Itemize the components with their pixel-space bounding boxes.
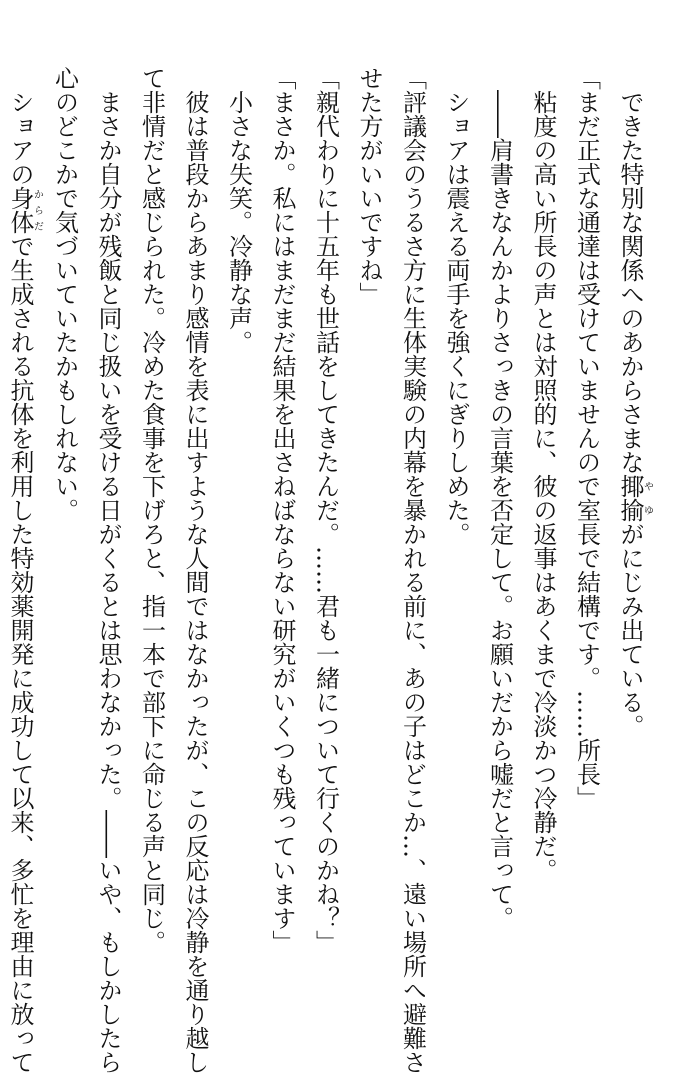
text-line: 「評議会のうるさ方に生体実験の内幕を暴かれる前に、あの子はどこか…、遠い場所へ避難さ: [398, 66, 427, 1074]
text-line: ショアは震える両手を強くにぎりしめた。: [442, 90, 470, 546]
ruby-reading: からだ: [31, 186, 43, 234]
text-line: て非情だと感じられた。冷めた食事を下げろと、指一本で部下に命じる声と同じ。: [137, 66, 166, 954]
text-line: 彼は普段からあまり感情を表に出すような人間ではなかったが、この反応は冷静を通り越し: [181, 90, 209, 1074]
ruby-reading: やゆ: [641, 474, 653, 522]
text-line: 小さな失笑。冷静な声。: [224, 90, 253, 354]
text-segment: できた特別な関係へのあからさまな: [616, 90, 644, 474]
text-line: まさか自分が残飯と同じ扱いを受ける日がくるとは思わなかった。――いや、もしかしたら: [94, 90, 122, 1074]
text-line: 「親代わりに十五年も世話をしてきたんだ。……君も一緒について行くのかね？」: [311, 66, 340, 954]
text-line: [0, 66, 43, 1074]
text-line: 「まだ正式な通達は受けていませんので室長で結構です。……所長」: [572, 66, 601, 810]
text-line: 心のどこかで気づいていたかもしれない。: [50, 66, 79, 522]
ruby-yayu: [616, 474, 653, 522]
text-segment: ショアの: [6, 90, 34, 186]
ruby-base: 身体: [6, 186, 34, 234]
vertical-text-block: [0, 66, 653, 1074]
text-line: せた方がいいですね」: [355, 66, 383, 306]
text-line: 「まさか。私にはまだまだ結果を出さねばならない研究がいくつも残っています」: [268, 66, 296, 954]
text-segment: で生成される抗体を利用した特効薬開発に成功して以来、多忙を理由に放って: [6, 234, 34, 1074]
text-line: [608, 66, 653, 966]
text-segment: がにじみ出ている。: [616, 522, 644, 738]
ruby-base: 揶揄: [616, 474, 644, 522]
ruby-karada: [6, 186, 43, 234]
text-line: 粘度の高い所長の声とは対照的に、彼の返事はあくまで冷淡かつ冷静だ。: [529, 90, 557, 882]
text-line: ――肩書きなんかよりさっきの言葉を否定して。お願いだから嘘だと言って。: [485, 90, 514, 930]
